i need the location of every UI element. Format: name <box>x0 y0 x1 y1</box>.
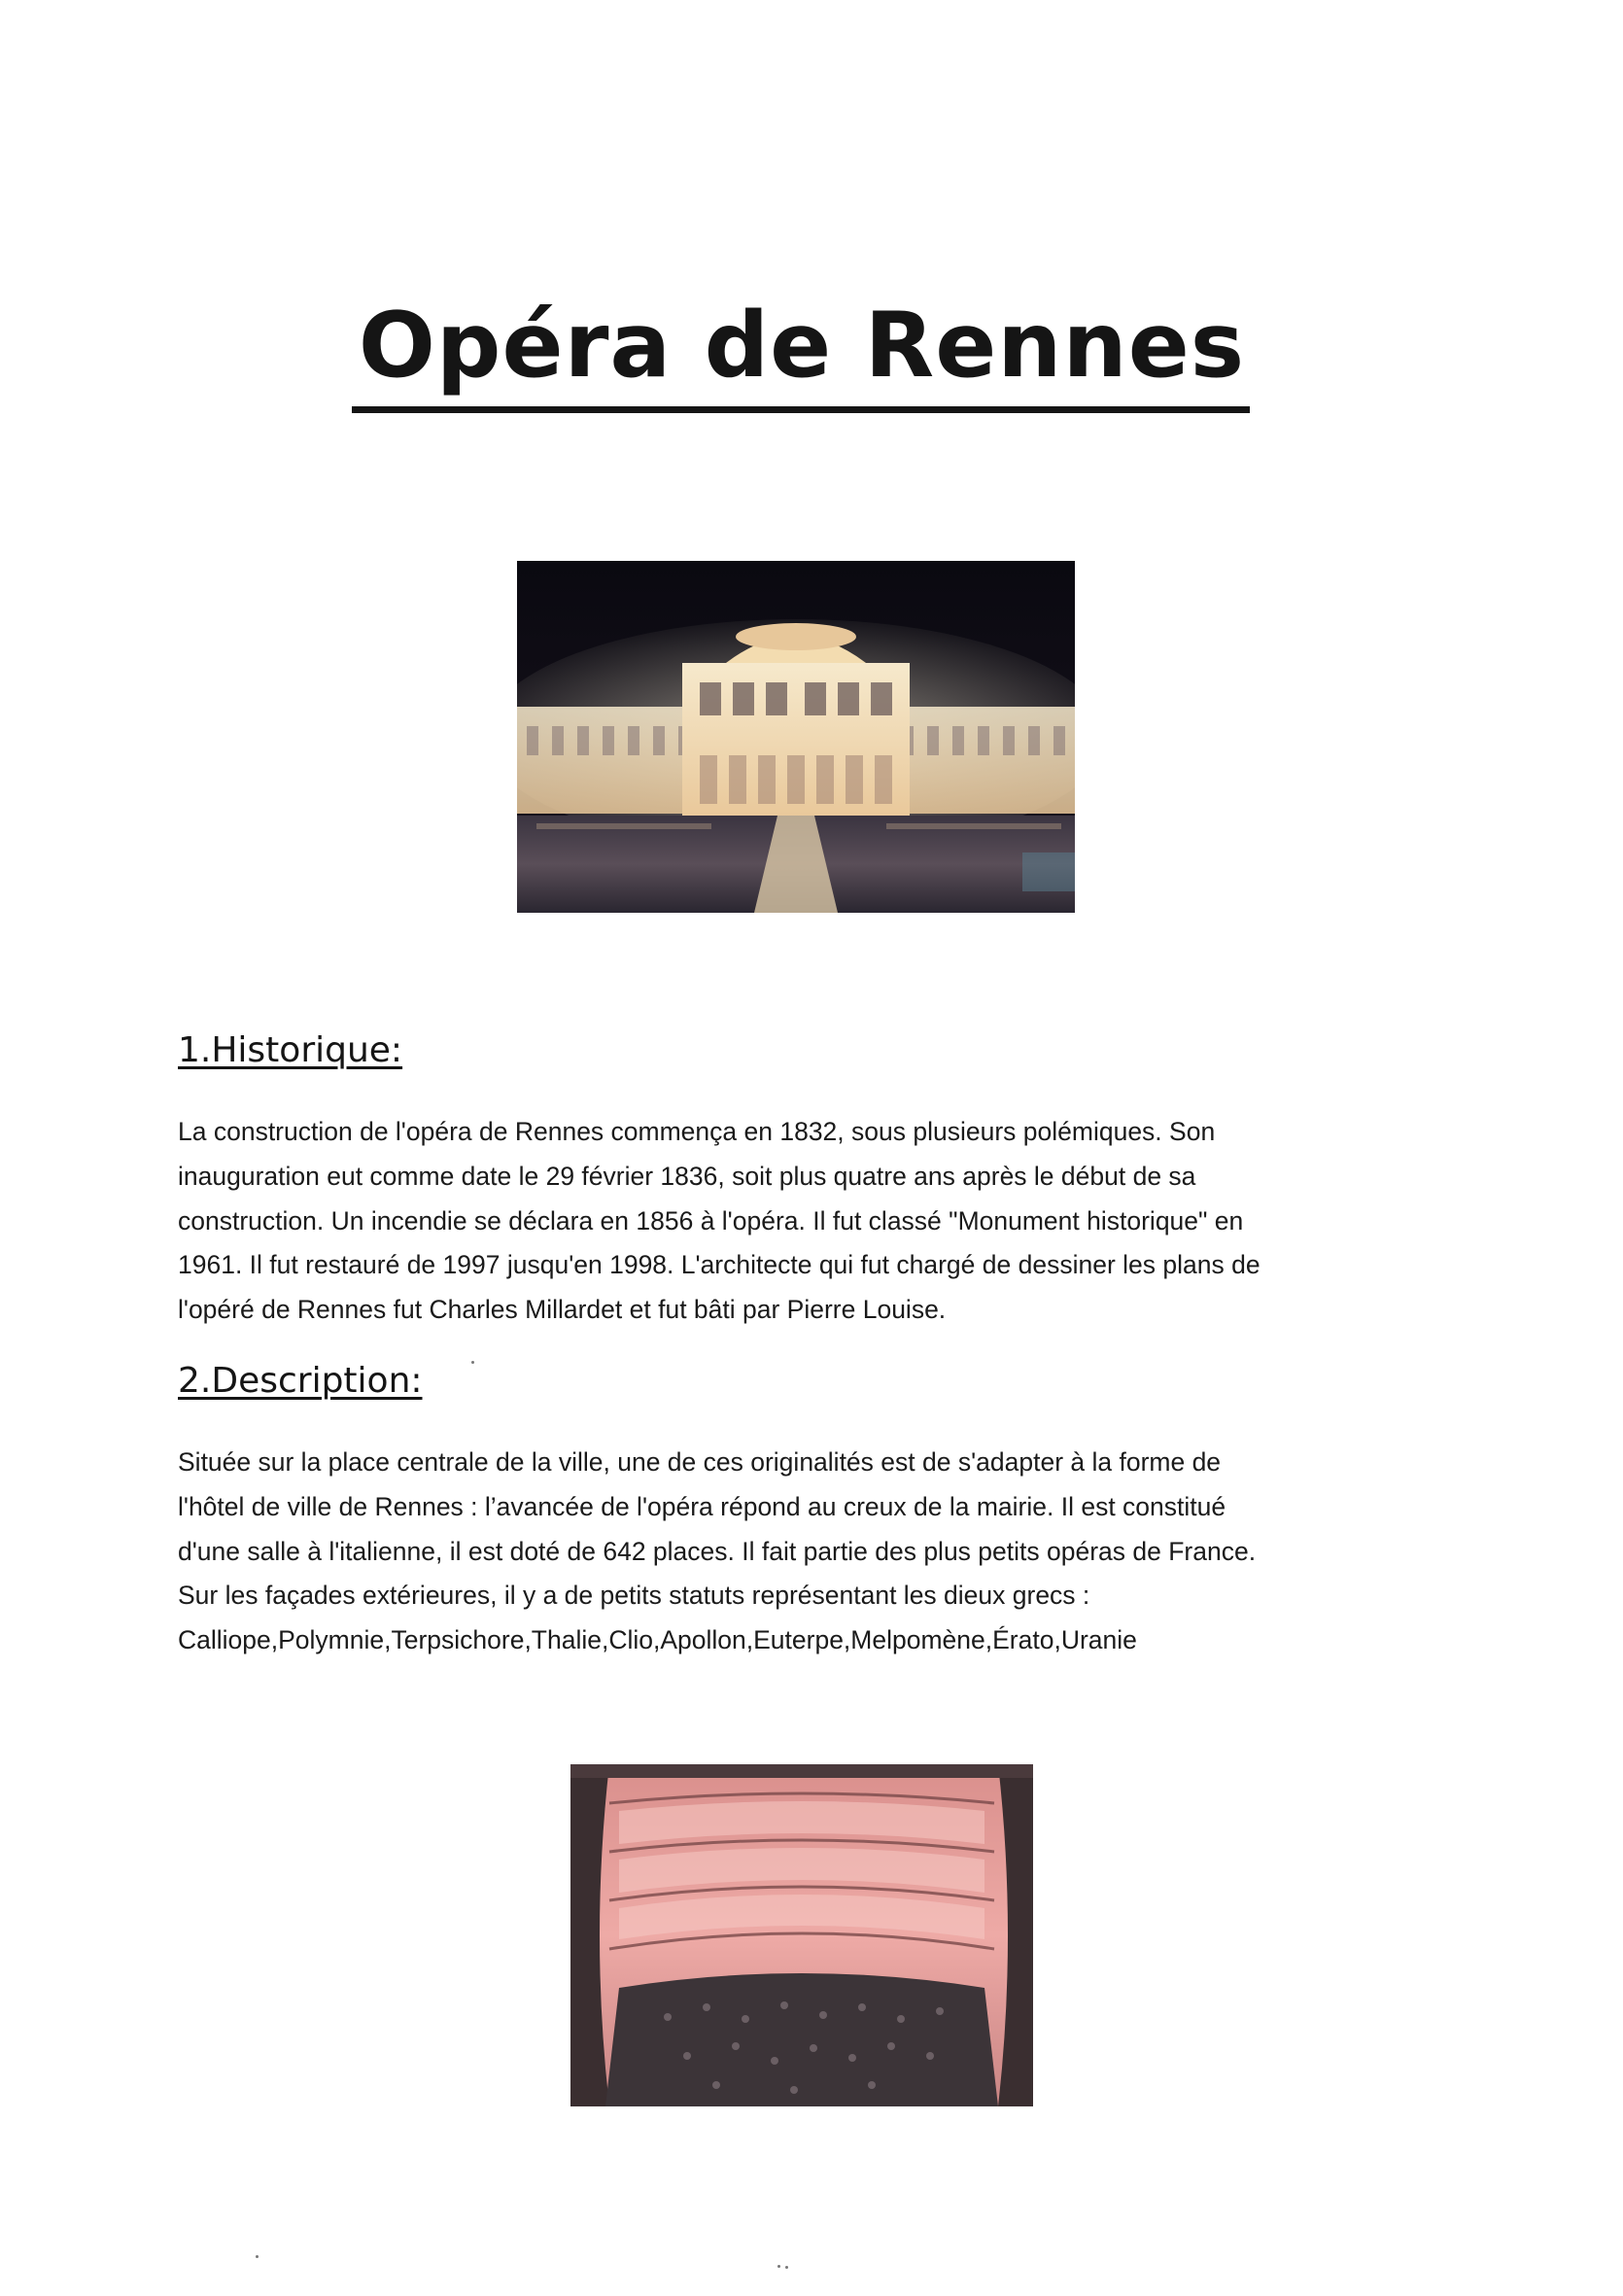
text-line: l'hôtel de ville de Rennes : l’avancée de l'opéra répond au creux de la mairie. Il est constitué <box>178 1491 1226 1521</box>
text-line: inauguration eut comme date le 29 février 1836, soit plus quatre ans après le début de sa <box>178 1161 1196 1191</box>
section-heading-description: 2.Description: <box>178 1361 423 1401</box>
scan-speck <box>785 2266 788 2269</box>
section-heading-historique: 1.Historique: <box>178 1030 403 1070</box>
opera-interior-photo <box>570 1764 1033 2106</box>
text-line: Sur les façades extérieures, il y a de petits statuts représentant les dieux grecs : <box>178 1581 1090 1611</box>
text-line: Située sur la place centrale de la ville, une de ces originalités est de s'adapter à la forme de <box>178 1447 1222 1477</box>
scan-speck <box>256 2255 259 2258</box>
scan-speck <box>777 2265 780 2268</box>
text-line: 1961. Il fut restauré de 1997 jusqu'en 1998. L'architecte qui fut chargé de dessiner les plans de <box>178 1250 1260 1280</box>
paragraph-description <box>178 1441 1441 1663</box>
scan-speck <box>471 1361 474 1364</box>
page-title: Opéra de Rennes <box>358 293 1246 398</box>
text-line: l'opéré de Rennes fut Charles Millardet et fut bâti par Pierre Louise. <box>178 1295 947 1325</box>
paragraph-historique <box>178 1110 1441 1333</box>
text-line: d'une salle à l'italienne, il est doté de 642 places. Il fait partie des plus petits opéras de France. <box>178 1536 1257 1566</box>
text-line: La construction de l'opéra de Rennes commença en 1832, sous plusieurs polémiques. Son <box>178 1117 1216 1146</box>
text-line: construction. Un incendie se déclara en 1856 à l'opéra. Il fut classé "Monument historique" en <box>178 1205 1244 1235</box>
title-underline <box>352 406 1250 413</box>
opera-exterior-photo <box>517 561 1075 913</box>
text-line: Calliope,Polymnie,Terpsichore,Thalie,Clio,Apollon,Euterpe,Melpomène,Érato,Uranie <box>178 1625 1137 1655</box>
